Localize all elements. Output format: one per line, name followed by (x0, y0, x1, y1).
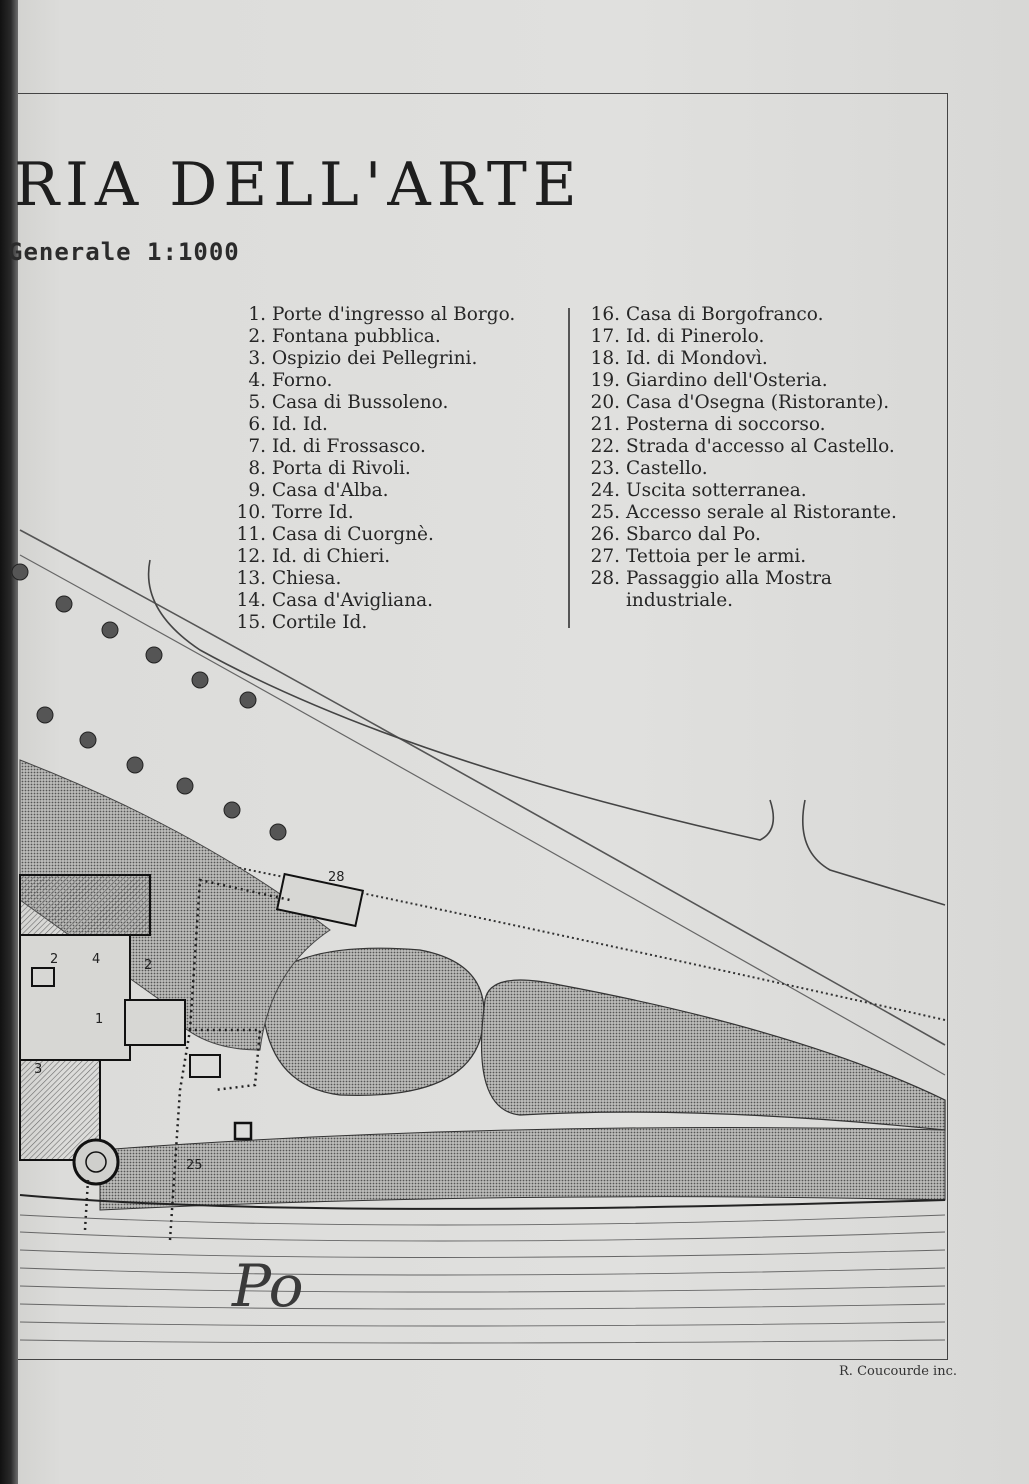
legend-number: 3. (248, 348, 266, 369)
legend-number: 11. (236, 524, 266, 545)
legend-number: 25. (590, 502, 620, 523)
legend-text: Id. Id. (272, 414, 328, 435)
legend-number: 6. (248, 414, 266, 435)
garden-19 (262, 948, 484, 1095)
map-title: RIA DELL'ARTE (14, 150, 583, 220)
legend-number: 24. (590, 480, 620, 501)
legend-text: Id. di Mondovì. (626, 348, 768, 369)
engraver-credit: R. Coucourde inc. (839, 1364, 957, 1379)
legend-number: 22. (590, 436, 620, 457)
legend-number: 8. (248, 458, 266, 479)
legend-text: Sbarco dal Po. (626, 524, 761, 545)
legend-text: Forno. (272, 370, 333, 391)
legend-text: Casa d'Avigliana. (272, 590, 434, 611)
legend-text: Passaggio alla Mostra industriale. (626, 568, 832, 611)
legend-text: Torre Id. (272, 502, 354, 523)
legend-number: 16. (590, 304, 620, 325)
legend-text: Porte d'ingresso al Borgo. (272, 304, 516, 325)
legend-text: Casa d'Alba. (272, 480, 389, 501)
legend-text: Id. di Chieri. (272, 546, 391, 567)
legend-number: 20. (590, 392, 620, 413)
legend-number: 28. (590, 568, 620, 589)
legend-number: 15. (236, 612, 266, 633)
map-number-25: 25 (186, 1158, 203, 1173)
legend-number: 4. (248, 370, 266, 391)
legend-text: Ospizio dei Pellegrini. (272, 348, 478, 369)
river-waterlines (20, 1215, 945, 1343)
legend-text: Chiesa. (272, 568, 342, 589)
legend-number: 12. (236, 546, 266, 567)
legend-number: 27. (590, 546, 620, 567)
legend-number: 7. (248, 436, 266, 457)
legend-text: Cortile Id. (272, 612, 368, 633)
legend-number: 10. (236, 502, 266, 523)
legend-text: Casa di Cuorgnè. (272, 524, 434, 545)
legend-text: Strada d'accesso al Castello. (626, 436, 895, 457)
legend-text: Tettoia per le armi. (626, 546, 807, 567)
map-number-3: 3 (34, 1062, 43, 1077)
legend-text: Uscita sotterranea. (626, 480, 807, 501)
legend-text: Accesso serale al Ristorante. (626, 502, 897, 523)
legend-text: Posterna di soccorso. (626, 414, 826, 435)
legend-text: Id. di Frossasco. (272, 436, 426, 457)
dotted-path-1 (170, 1030, 260, 1240)
map-number-2b: 2 (144, 958, 153, 973)
legend-number: 19. (590, 370, 620, 391)
legend-number: 23. (590, 458, 620, 479)
legend-number: 13. (236, 568, 266, 589)
map-number-4: 4 (92, 952, 101, 967)
legend-number: 5. (248, 392, 266, 413)
legend-text: Castello. (626, 458, 708, 479)
legend-text: Giardino dell'Osteria. (626, 370, 828, 391)
legend-text: Id. di Pinerolo. (626, 326, 765, 347)
legend-text: Casa di Borgofranco. (626, 304, 824, 325)
legend-number: 21. (590, 414, 620, 435)
map-number-1: 1 (95, 1012, 104, 1027)
legend-number: 18. (590, 348, 620, 369)
garden-east (482, 980, 945, 1130)
map-subtitle: Generale 1:1000 (8, 238, 240, 266)
map-number-28: 28 (328, 870, 345, 885)
legend-number: 17. (590, 326, 620, 347)
legend-text: Porta di Rivoli. (272, 458, 411, 479)
road-curve-2 (803, 800, 945, 905)
legend-number: 1. (248, 304, 266, 325)
legend-text: Casa di Bussoleno. (272, 392, 449, 413)
legend-number: 9. (248, 480, 266, 501)
legend-number: 2. (248, 326, 266, 347)
dotted-path-3 (85, 1180, 88, 1230)
riverbank-woods (100, 1128, 945, 1211)
map-number-2: 2 (50, 952, 59, 967)
legend-text: Fontana pubblica. (272, 326, 441, 347)
river-label-po: Po (232, 1252, 304, 1320)
legend-number: 14. (236, 590, 266, 611)
legend-text: Casa d'Osegna (Ristorante). (626, 392, 890, 413)
legend-number: 26. (590, 524, 620, 545)
